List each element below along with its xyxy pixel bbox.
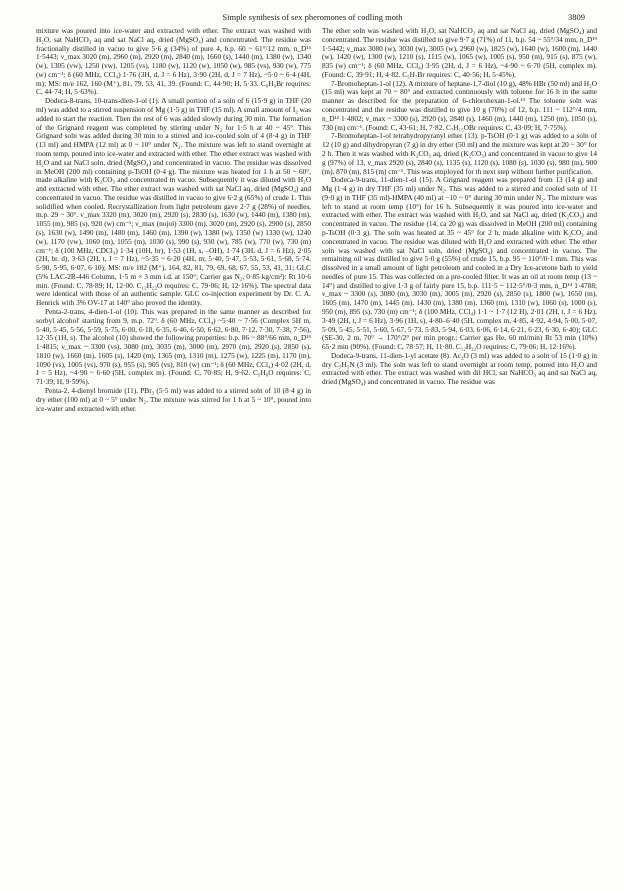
paragraph: 7-Bromoheptan-1-ol (12). A mixture of heptane-1,7-diol (10 g), 48% HBr (50 ml) and H₂O (15 ml) was kept at 70 ~ 80° and extracted continuously with toluene for 16 h in the same manner as described for the preparation of 6-chlorohexan-1-ol.¹³ The toluene soln was concentrated and the residue was distilled to give 10 g (70%) of 12, b.p. 111 ~ 112°/4 mm, n_D¹² 1·4802; ν_max ~ 3300 (s), 2920 (s), 2840 (s), 1460 (m), 1440 (m), 1250 (m), 1050 (s), 730 (m) cm⁻¹. (Found: C, 43·61; H, 7·82. C₇H₁₅OBr requires: C, 43·09; H, 7·75%). (322, 78, 597, 132)
page-number: 3809 (568, 12, 585, 22)
right-column (322, 27, 597, 882)
paragraph: Dodeca-8-trans, 10-trans-dien-1-ol (1). A small portion of a soln of 6 (15·9 g) in THF (20 ml) was added to a stirred suspension of Mg (1·5 g) in THF (15 ml). A small amount of I₂ was added to start the reaction. Then the rest of 6 was added slowly during 30 min. The formation of the Grignard reagent was completed by stirring under N₂ for 1·5 h at 40 ~ 45°. This Grignard soln was added during 30 min to a stirred and ice-cooled soln of 4 (8·4 g) in THF (13 ml) and HMPA (12 ml) at 0 ~ 10° under N₂. The mixture was left to stand overnight at room temp, poured into ice-water and extracted with ether. The ether extract was washed with H₂O and sat NaCl soln, dried (MgSO₄) and concentrated in vacuo. The residue was dissolved in MeOH (200 ml) containing p-TsOH (0·4 g). The mixture was heated for 1 h at 50 ~ 60°, made alkaline with K₂CO₃ and concentrated in vacuo. Subsequently it was diluted with H₂O and extracted with ether. The ether extract was washed with sat NaCl aq, dried (MgSO₄) and concentrated in vacuo. The residue was distilled in vacuo to give 6·2 g (65%) of crude 1. This solidified when cooled. Recrystallization from light petroleum gave 2·7 g (28%) of needles, m.p. 29 ~ 30°. ν_max 3320 (m), 3020 (m), 2920 (s), 2830 (s), 1630 (w), 1440 (m), 1380 (m), 1055 (m), 985 (s), 920 (w) cm⁻¹; ν_max (nujol) 3300 (m), 3020 (m), 2920 (s), 2900 (s), 2850 (s), 1630 (w), 1490 (m), 1480 (m), 1460 (m), 1390 (w), 1380 (w), 1350 (w) 1330 (w), 1240 (w), 1170 (vw), 1060 (m), 1055 (m), 1030 (s), 990 (s), 930 (w), 785 (w), 770 (w), 730 (m) cm⁻¹; δ (100 MHz, CDCl₃) 1·34 (10H, br), 1·53 (1H, s, –OH), 1·74 (3H, d, J = 6 Hz), 2·05 (2H, br. d), 3·63 (2H, t, J = 7 Hz), ~5·35 ~ 6·20 (4H, m; 5·40, 5·47, 5·53, 5·61, 5·68, 5·74, 5·90, 5·95, 6·07, 6·10); MS: m/e 182 (M⁺), 164, 82, 81, 79, 69, 68, 67, 55, 53, 41, 31; GLC (5% LAC-2R-446 Column, 1·5 m × 3 mm i.d. at 150°; Carrier gas N₂, 0·85 kg/cm²): Rt 10·6 min. (Found: C, 78·89; H, 12·00. C₁₂H₂₂O requires: C, 79·06; H, 12·16%). The spectral data were identical with those of an authentic sample. GLC co-injection experiment by Dr. C. A. Henrick with 3% OV-17 at 140° also proved the identity. (36, 96, 311, 308)
paragraph: The ether soln was washed with H₂O, sat NaHCO₃ aq and sat NaCl aq, dried (MgSO₄) and concentrated. The residue was distilled to give 9·7 g (71%) of 11, b.p. 54 ~ 55°/34 mm, n_D¹⁹ 1·5442; ν_max 3080 (w), 3030 (w), 3005 (w), 2960 (w), 1825 (w), 1640 (w), 1600 (m), 1440 (w), 1420 (w), 1300 (w), 1210 (s), 1115 (w), 1065 (w), 1005 (s), 950 (m), 915 (s), 875 (w), 835 (w) cm⁻¹; δ (60 MHz, CCl₄) 3·95 (2H, d, J = 6 Hz), ~4·90 ~ 6·70 (5H, complex m). (Found: C, 39·91; H, 4·82. C₅H₇Br requires: C, 40·56; H, 5·45%). (322, 27, 597, 79)
paragraph: mixture was poured into ice-water and extracted with ether. The extract was washed with H₂O, sat NaHCO₃ aq and sat NaCl aq, dried (MgSO₄) and concentrated. The residue was fractionally distilled in vacuo to give 5·6 g (34%) of pure 4, b.p. 60 ~ 61°/12 mm, n_D¹⁵ 1·5443; ν_max 3020 (m), 2960 (m), 2920 (m), 2840 (m), 1660 (s), 1440 (m), 1380 (w), 1340 (w), 1305 (vw), 1250 (vw), 1205 (vs), 1180 (w), 1120 (w), 1050 (w), 985 (vs), 930 (w), 775 (w) cm⁻¹; δ (60 MHz, CCl₄) 1·76 (3H, d, J = 6 Hz), 3·90 (2H, d, J = 7 Hz), ~5·0 ~ 6·4 (4H, m); MS: m/e 162, 160 (M⁺), 81, 79, 53, 41, 39. (Found: C, 44·90; H, 5·33. C₆H₉Br requires: C, 44·74; H, 5·63%). (36, 27, 311, 97)
running-header (40, 12, 585, 24)
paragraph: Dodeca-9-trans, 11-dien-1-yl acetate (8). Ac₂O (3 ml) was added to a soln of 15 (1·0 g) in dry C₅H₅N (3 ml). The soln was left to stand overnight at room temp, poured into H₂O and extracted with ether. The extract was washed with dil HCl, sat NaHCO₃ aq and sat NaCl aq, dried (MgSO₄) and concentrated in vacuo. The residue was (322, 350, 597, 387)
running-title: Simple synthesis of sex pheromones of codling moth (222, 12, 403, 22)
paragraph: Penta-2, 4-dienyl bromide (11). PBr₃ (5·5 ml) was added to a stirred soln of 10 (8·4 g) in dry ether (100 ml) at 0 ~ 5° under N₂. The mixture was stirred for 1 h at 5 ~ 10°, poured into ice-water and extracted with ether. (36, 386, 311, 413)
left-column (36, 27, 311, 882)
paragraph: 7-Bromoheptan-1-ol tetrahydropyranyl ether (13). p-TsOH (0·1 g) was added to a soln of 12 (10 g) and dihydropyran (7 g) in dry ether (50 ml) and the mixture was kept at 20 ~ 30° for 2 h. Then it was washed with K₂CO₃ aq, dried (K₂CO₃) and concentrated in vacuo to give 14 g (97%) of 13, ν_max 2920 (s), 2840 (s), 1135 (s), 1120 (s), 1080 (s), 1030 (s), 980 (m), 900 (m), 870 (m), 815 (m) cm⁻¹. This was employed for th next step without further purification. (322, 131, 597, 176)
paragraph: Penta-2-trans, 4-dien-1-ol (10). This was prepared in the same manner as described for sorbyl alcohol' starting from 9, m.p. 72°. δ (60 MHz, CCl₄) ~5·40 ~ 7·56 (Complex 5H m, 5·40, 5·45, 5·56, 5·59, 5·75, 6·00, 6·18, 6·35, 6·46, 6·50, 6·62, 6·80, 7·12, 7·30, 7·38, 7·56), 12·35 (1H, s). The alcohol (10) showed the following properties: b.p. 86 ~ 88°/66 mm, n_D¹⁹ 1·4815; ν_max ~ 3300 (vs), 3080 (m), 3035 (m), 3000 (m), 2970 (m), 2920 (s), 2850 (s), 1810 (w), 1660 (m), 1605 (s), 1420 (m), 1365 (m), 1310 (m), 1275 (w), 1225 (m), 1170 (m), 1090 (vs), 1005 (vs), 970 (s), 955 (s), 905 (vs), 810 (w) cm⁻¹; δ (60 MHz, CCl₄) 4·02 (2H, d, J = 5 Hz), ~4·90 ~ 6·60 (5H, complex m). (Found: C, 70·85; H, 9·62. C₅H₈O requires: C, 71·39; H, 9·59%). (36, 307, 311, 387)
paragraph: Dodeca-9-trans, 11-dien-1-ol (15). A Grignard reagent was prepared from 13 (14 g) and Mg (1·4 g) in dry THF (35 ml) under N₂. This was added to a stirred and cooled soln of 11 (9·0 g) in THF (35 ml)-HMPA (40 ml) at −10 ~ 0° during 30 min under N₂. The mixture was left to stand at room temp (10°) for 16 h. Subsequently it was poured into ice-water and extracted with ether. The extract was washed with H₂O, and sat NaCl aq, dried (K₂CO₃) and concentrated in vacuo. The residue (14, ca 20 g) was dissolved in MeOH (200 ml) containing p-TsOH (0·3 g). The soln was heated at 35 ~ 45° for 2 h, made alkaline with K₂CO₃ and concentrated in vacuo. The residue was diluted with H₂O and extracted with ether. The ether soln was washed with sat NaCl soln, dried (MgSO₄) and concentrated in vacuo. The remaining oil was distilled to give 5·0 g (55%) of crude 15, b.p. 95 ~ 110°/0·1 mm. This was dissolved in a small amount of light petroleum and cooled in a Dry Ice-acetone bath to yield needles of pure 15. This was collected on a pre-cooled filter. It was an oil at room temp (13 ~ 14°) and distilled to give 1·3 g of fairly pure 15, b.p. 111·5 ~ 112·5°/0·3 mm, n_D¹⁴ 1·4788; ν_max ~ 3300 (s), 3080 (m), 3030 (m), 3005 (m), 2920 (s), 2850 (s), 1800 (w), 1650 (m), 1605 (m), 1470 (m), 1445 (m), 1430 (m), 1380 (m), 1360 (m), 1310 (w), 1060 (s), 1000 (s), 950 (m), 895 (s), 730 (m) cm⁻¹; δ (100 MHz, CCl₄) 1·1 ~ 1·7 (12 H), 2·01 (2H, t, J = 6 Hz), 3·49 (2H, t, J = 6 Hz), 3·96 (1H, s), 4·80–6·40 (5H, complex m, 4·85, 4·92, 4·94, 5·00, 5·07, 5·09, 5·45, 5·51, 5·60, 5·67, 5·73, 5·83, 5·94, 6·03, 6·06, 6·14, 6·21, 6·23, 6·30, 6·40); GLC (SE-30, 2 m, 70° → 170°/2° per min progr.; Carrier gas He, 60 ml/min) Rt 53 min (10%) 65·2 min (90%). (Found: C, 78·57; H, 11·80. C₁₂H₂₂O requires: C, 79·06; H, 12·16%). (322, 175, 597, 352)
